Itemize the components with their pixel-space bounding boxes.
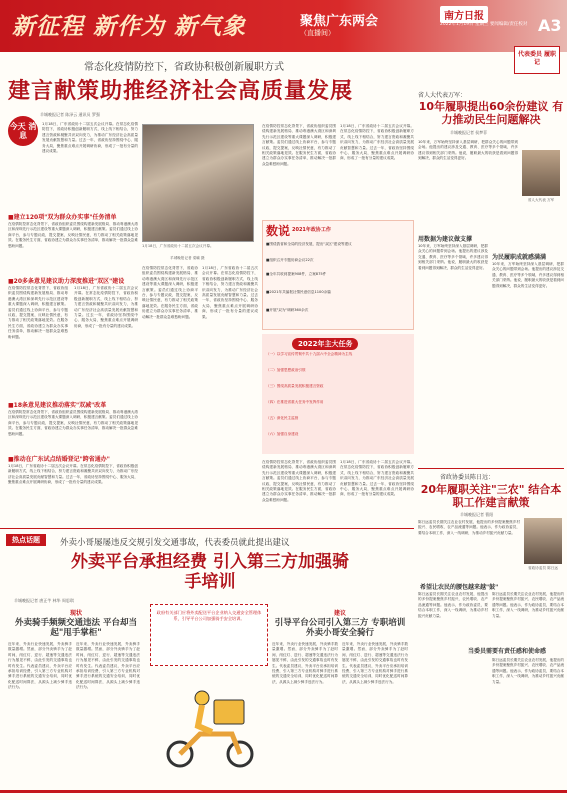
rep-badge: 代表委员 履职记 xyxy=(514,46,560,74)
story1-kicker: 常态化疫情防控下，省政协积极创新履职方式 xyxy=(84,62,284,73)
task-item-4: （四）在推进省重大任务中发挥作用 xyxy=(266,400,324,404)
rep1-body-1: 10年来，万军始终坚持深入基层调研，把群众关心的问题带到会场。他提出的建议涉及交通、教育、医疗等多个领域，许多建议得到相关部门采纳。他说，履职最大的收获是看到问题得到解决，群众的生活变得更好。 xyxy=(418,140,518,161)
rep2-body-3: 陈日远委员长期关注农业农村发展，他提出的多份提案聚焦乡村振兴、农民增收、农产品流通等问题。他表示，作为政协委员，要结合本职工作，深入一线调研，为推动乡村振兴贡献力量。 xyxy=(492,658,564,684)
rep2-body-2: 陈日远委员长期关注农业农村发展，他提出的多份提案聚焦乡村振兴、农民增收、农产品流通等问题。他表示，作为政协委员，要结合本职工作，深入一线调研，为推动乡村振兴贡献力量。 xyxy=(418,592,488,618)
story1-byline: 羊城晚报记者 陈泽云 通讯员 罗强 xyxy=(40,112,100,117)
rep1-byline: 羊城晚报记者 侯梦菲 xyxy=(450,130,488,135)
rep2-body-1: 陈日远委员长期关注农业农村发展，他提出的多份提案聚焦乡村振兴、农民增收、农产品流通等问题。他表示，作为政协委员，要结合本职工作，深入一线调研，为推动乡村振兴贡献力量。 xyxy=(418,520,520,535)
story1-body-1: 在疫情防控常态化背景下，省政协组织委员围绕构建新发展格局、推动粤港澳大湾区和深圳先行示范区建设等重大课题深入调研，积极建言献策。委员们通过线上协商平台，参与专题议政，提交提案，反映社情民意，有力推动了相关政策落地见效。在服务民生方面，省政协建立为群众办实事任务清单，推动解决一批群众急难愁盼问题。 xyxy=(8,222,138,248)
rep2-portrait xyxy=(524,518,562,564)
rep2-heading: 省政协委员陈日远： xyxy=(440,474,495,481)
stats-item-3: ■全年共收到提案908件，立案875件 xyxy=(266,272,327,276)
task-item-6: （六）加强自身建设 xyxy=(266,432,299,436)
stats-subtitle: 2021年政协工作 xyxy=(292,227,331,233)
stats-item-2: ■组织召开专题协商会议22次 xyxy=(266,258,314,262)
story2-headline: 外卖平台承担经费 引入第三方加强骑手培训 xyxy=(71,552,349,592)
col2-head: 建议 xyxy=(333,610,346,617)
section-subtitle: （直播间） xyxy=(300,29,335,37)
rep2-subhead-1: 希望让农民的腰包越来越"鼓" xyxy=(420,584,499,591)
story1-subhead-3: ■18条意见建议推动落实"双减"改革 xyxy=(8,402,107,409)
story1-body-7: 1月18日，广东省政协十二届五次会议开幕。在常态化疫情防控下，省政协积极创新履职方式，线上线下相结合，努力建言资政和凝聚共识双向发力，为推动广东经济社会高质量发展贡献智慧和力量。过去一年，省政协坚持围绕中心、服务大局，聚焦重点难点开展调研协商，形成了一批有分量的建议成果。 xyxy=(202,266,258,319)
slogan: 新征程 新作为 新气象 xyxy=(12,13,247,40)
hot-topic-badge: 热点话题 xyxy=(6,534,46,546)
stats-item-1: ■围绕我省和全局的经济发展，提出"双区"建设等建议 xyxy=(266,242,352,246)
page-number: A3 xyxy=(538,16,562,35)
col1-head: 现状 xyxy=(69,610,82,617)
col2-title: 引导平台公司引入第三方 专职培训外卖小哥安全骑行 xyxy=(274,618,406,638)
rep1-body-2: 10年来，万军始终坚持深入基层调研，把群众关心的问题带到会场。他提出的建议涉及交通、教育、医疗等多个领域，许多建议得到相关部门采纳。他说，履职最大的收获是看到问题得到解决，群众的生活变得更好。 xyxy=(418,244,488,270)
task-item-2: （二）加强思想政治引领 xyxy=(266,368,306,372)
task-item-1: （一）以学习宣传贯彻中共十九届六中全会精神为主线 xyxy=(266,352,353,356)
footer-rule xyxy=(0,790,567,793)
task-item-5: （五）深化民主监督 xyxy=(266,416,299,420)
rep-divider xyxy=(418,468,564,469)
story2-body-3: 近年来，外卖行业快速发展，外卖骑手数量激增。然而，部分外卖骑手为了赶时间，闯红灯、逆行、超速等交通违法行为屡见不鲜，由此引发的交通事故也时有发生。代表委员建议，外卖平台应承担培训经费，引入第三方专业机构对骑手进行系统的交通安全培训，同时优化配送时间算法，从源头上减少骑手违法行为。 xyxy=(272,642,338,684)
story1-headline: 建言献策助推经济社会高质量发展 xyxy=(8,79,354,104)
rep1-body-3: 10年来，万军始终坚持深入基层调研，把群众关心的问题带到会场。他提出的建议涉及交通、教育、医疗等多个领域，许多建议得到相关部门采纳。他说，履职最大的收获是看到问题得到解决，群众的生活变得更好。 xyxy=(492,262,564,288)
story1-body-4: 在疫情防控常态化背景下，省政协组织委员围绕构建新发展格局、推动粤港澳大湾区和深圳先行示范区建设等重大课题深入调研，积极建言献策。委员们通过线上协商平台，参与专题议政，提交提案，反映社情民意，有力推动了相关政策落地见效。在服务民生方面，省政协建立为群众办实事任务清单，推动解决一批群众急难愁盼问题。 xyxy=(8,410,138,436)
rep1-portrait xyxy=(522,150,560,196)
story1-body-2: 在疫情防控常态化背景下，省政协组织委员围绕构建新发展格局、推动粤港澳大湾区和深圳先行示范区建设等重大课题深入调研，积极建言献策。委员们通过线上协商平台，参与专题议政，提交提案，反映社情民意，有力推动了相关政策落地见效。在服务民生方面，省政协建立为群众办实事任务清单，推动解决一批群众急难愁盼问题。 xyxy=(8,286,68,339)
stats-title: 数说 xyxy=(266,224,291,238)
rep2-title: 20年履职关注"三农" 结合本职工作建言献策 xyxy=(420,483,562,509)
story1-body-10: 在疫情防控常态化背景下，省政协组织委员围绕构建新发展格局、推动粤港澳大湾区和深圳先行示范区建设等重大课题深入调研，积极建言献策。委员们通过线上协商平台，参与专题议政，提交提案，反映社情民意，有力推动了相关政策落地见效。在服务民生方面，省政协建立为群众办实事任务清单，推动解决一批群众急难愁盼问题。 xyxy=(262,460,336,502)
rep2-subhead-2: 当委员需要有责任感和使命感 xyxy=(468,648,547,655)
story2-body-1: 近年来，外卖行业快速发展，外卖骑手数量激增。然而，部分外卖骑手为了赶时间，闯红灯、逆行、超速等交通违法行为屡见不鲜，由此引发的交通事故也时有发生。代表委员建议，外卖平台应承担培训经费，引入第三方专业机构对骑手进行系统的交通安全培训，同时优化配送时间算法，从源头上减少骑手违法行为。 xyxy=(8,642,72,690)
story1-body-9: 1月18日，广东省政协十二届五次会议开幕。在常态化疫情防控下，省政协积极创新履职方式，线上线下相结合，努力建言资政和凝聚共识双向发力，为推动广东经济社会高质量发展贡献智慧和力量。过去一年，省政协坚持围绕中心、服务大局，聚焦重点难点开展调研协商，形成了一批有分量的建议成果。 xyxy=(340,124,414,161)
story2-body-4: 近年来，外卖行业快速发展，外卖骑手数量激增。然而，部分外卖骑手为了赶时间，闯红灯、逆行、超速等交通违法行为屡见不鲜，由此引发的交通事故也时有发生。代表委员建议，外卖平台应承担培训经费，引入第三方专业机构对骑手进行系统的交通安全培训，同时优化配送时间算法，从源头上减少骑手违法行为。 xyxy=(342,642,408,684)
stats-item-4: ■2021年共编报社情民意信息1100余篇 xyxy=(266,290,331,294)
rep2-byline: 羊城晚报记者 曹阳 xyxy=(460,512,494,517)
rep2-photo-caption: 省政协委员 陈日远 xyxy=(528,566,558,570)
section-divider xyxy=(0,528,414,529)
story1-body-11: 1月18日，广东省政协十二届五次会议开幕。在常态化疫情防控下，省政协积极创新履职方式，线上线下相结合，努力建言资政和凝聚共识双向发力，为推动广东经济社会高质量发展贡献智慧和力量。过去一年，省政协坚持围绕中心、服务大局，聚焦重点难点开展调研协商，形成了一批有分量的建议成果。 xyxy=(340,460,414,497)
story1-body-8: 在疫情防控常态化背景下，省政协组织委员围绕构建新发展格局、推动粤港澳大湾区和深圳先行示范区建设等重大课题深入调研，积极建言献策。委员们通过线上协商平台，参与专题议政，提交提案，反映社情民意，有力推动了相关政策落地见效。在服务民生方面，省政协建立为群众办实事任务清单，推动解决一批群众急难愁盼问题。 xyxy=(262,124,336,166)
newspaper-logo: 南方日报 xyxy=(440,6,488,23)
story1-body-5: 1月18日，广东省政协十二届五次会议开幕。在常态化疫情防控下，省政协积极创新履职方式，线上线下相结合，努力建言资政和凝聚共识双向发力，为推动广东经济社会高质量发展贡献智慧和力量。过去一年，省政协坚持围绕中心、服务大局，聚焦重点难点开展调研协商，形成了一批有分量的建议成果。 xyxy=(8,464,138,485)
story1-body-6: 在疫情防控常态化背景下，省政协组织委员围绕构建新发展格局、推动粤港澳大湾区和深圳先行示范区建设等重大课题深入调研，积极建言献策。委员们通过线上协商平台，参与专题议政，提交提案，反映社情民意，有力推动了相关政策落地见效。在服务民生方面，省政协建立为群众办实事任务清单，推动解决一批群众急难愁盼问题。 xyxy=(142,266,198,319)
rep1-subhead-1: 用数据为建议做支撑 xyxy=(418,236,473,243)
tasks-title: 2022年主大任务 xyxy=(292,338,358,350)
photo-credit: 羊城晚报记者 梁喻 摄 xyxy=(170,256,205,260)
quote-text: 政府有关部门应将外卖配送平台企业纳入交通安全管理体系，引导平台公司加强骑手安全培训。 xyxy=(156,610,262,621)
photo-caption: 1月18日，广东省政协十二届五次会议开幕。 xyxy=(142,244,214,248)
story1-body-3: 1月18日，广东省政协十二届五次会议开幕。在常态化疫情防控下，省政协积极创新履职方式，线上线下相结合，努力建言资政和凝聚共识双向发力，为推动广东经济社会高质量发展贡献智慧和力量。过去一年，省政协坚持围绕中心、服务大局，聚焦重点难点开展调研协商，形成了一批有分量的建议成果。 xyxy=(74,286,138,328)
date-line: 2022年1月19日 星期三 要闻编辑/责任校对 xyxy=(440,22,528,27)
story2-body-2: 近年来，外卖行业快速发展，外卖骑手数量激增。然而，部分外卖骑手为了赶时间，闯红灯、逆行、超速等交通违法行为屡见不鲜，由此引发的交通事故也时有发生。代表委员建议，外卖平台应承担培训经费，引入第三方专业机构对骑手进行系统的交通安全培训，同时优化配送时间算法，从源头上减少骑手违法行为。 xyxy=(76,642,140,690)
story2-kicker: 外卖小哥屡屡违反交规引发交通事故，代表委员就此提出建议 xyxy=(60,538,290,548)
story2-byline: 羊城晚报记者 唐正芊 林华 周思琪 xyxy=(14,598,74,603)
section-title: 聚焦广东两会 xyxy=(300,14,379,29)
delivery-rider-illustration xyxy=(152,674,264,774)
rep1-title: 10年履职提出60余份建议 有力推动民生问题解决 xyxy=(418,100,564,126)
rep1-photo-caption: 省人大代表 万军 xyxy=(527,198,555,202)
story1-lead: 1月18日，广东省政协十二届五次会议开幕。在常态化疫情防控下，省政协积极创新履职方式，线上线下相结合，努力建言资政和凝聚共识双向发力，为推动广东经济社会高质量发展贡献智慧和力量。过去一年，省政协坚持围绕中心、服务大局，聚焦重点难点开展调研协商，形成了一批有分量的建议成果。 xyxy=(42,122,138,154)
col1-title: 外卖骑手频频交通违法 平台却当起"甩手掌柜" xyxy=(15,618,137,638)
story1-subhead-1: ■建立120项"双为群众办实事"任务清单 xyxy=(8,214,117,221)
conference-photo xyxy=(142,124,254,242)
today-badge: 今天 消息 xyxy=(8,116,38,146)
story1-subhead-4: ■推动在广东试点结婚登记"跨省通办" xyxy=(8,456,110,463)
rep1-subhead-2: 为民履职成就感满满 xyxy=(492,254,547,261)
story1-subhead-2: ■20多条意见建议助力深度推进"双区"建设 xyxy=(8,278,125,285)
task-item-3: （三）围绕高质量发展积极建言资政 xyxy=(266,384,324,388)
stats-item-5: ■开展"双为"调研360余次 xyxy=(266,308,309,312)
rep1-heading: 省人大代表万军： xyxy=(418,92,467,99)
rep2-body-4: 陈日远委员长期关注农业农村发展，他提出的多份提案聚焦乡村振兴、农民增收、农产品流通等问题。他表示，作为政协委员，要结合本职工作，深入一线调研，为推动乡村振兴贡献力量。 xyxy=(492,592,564,618)
